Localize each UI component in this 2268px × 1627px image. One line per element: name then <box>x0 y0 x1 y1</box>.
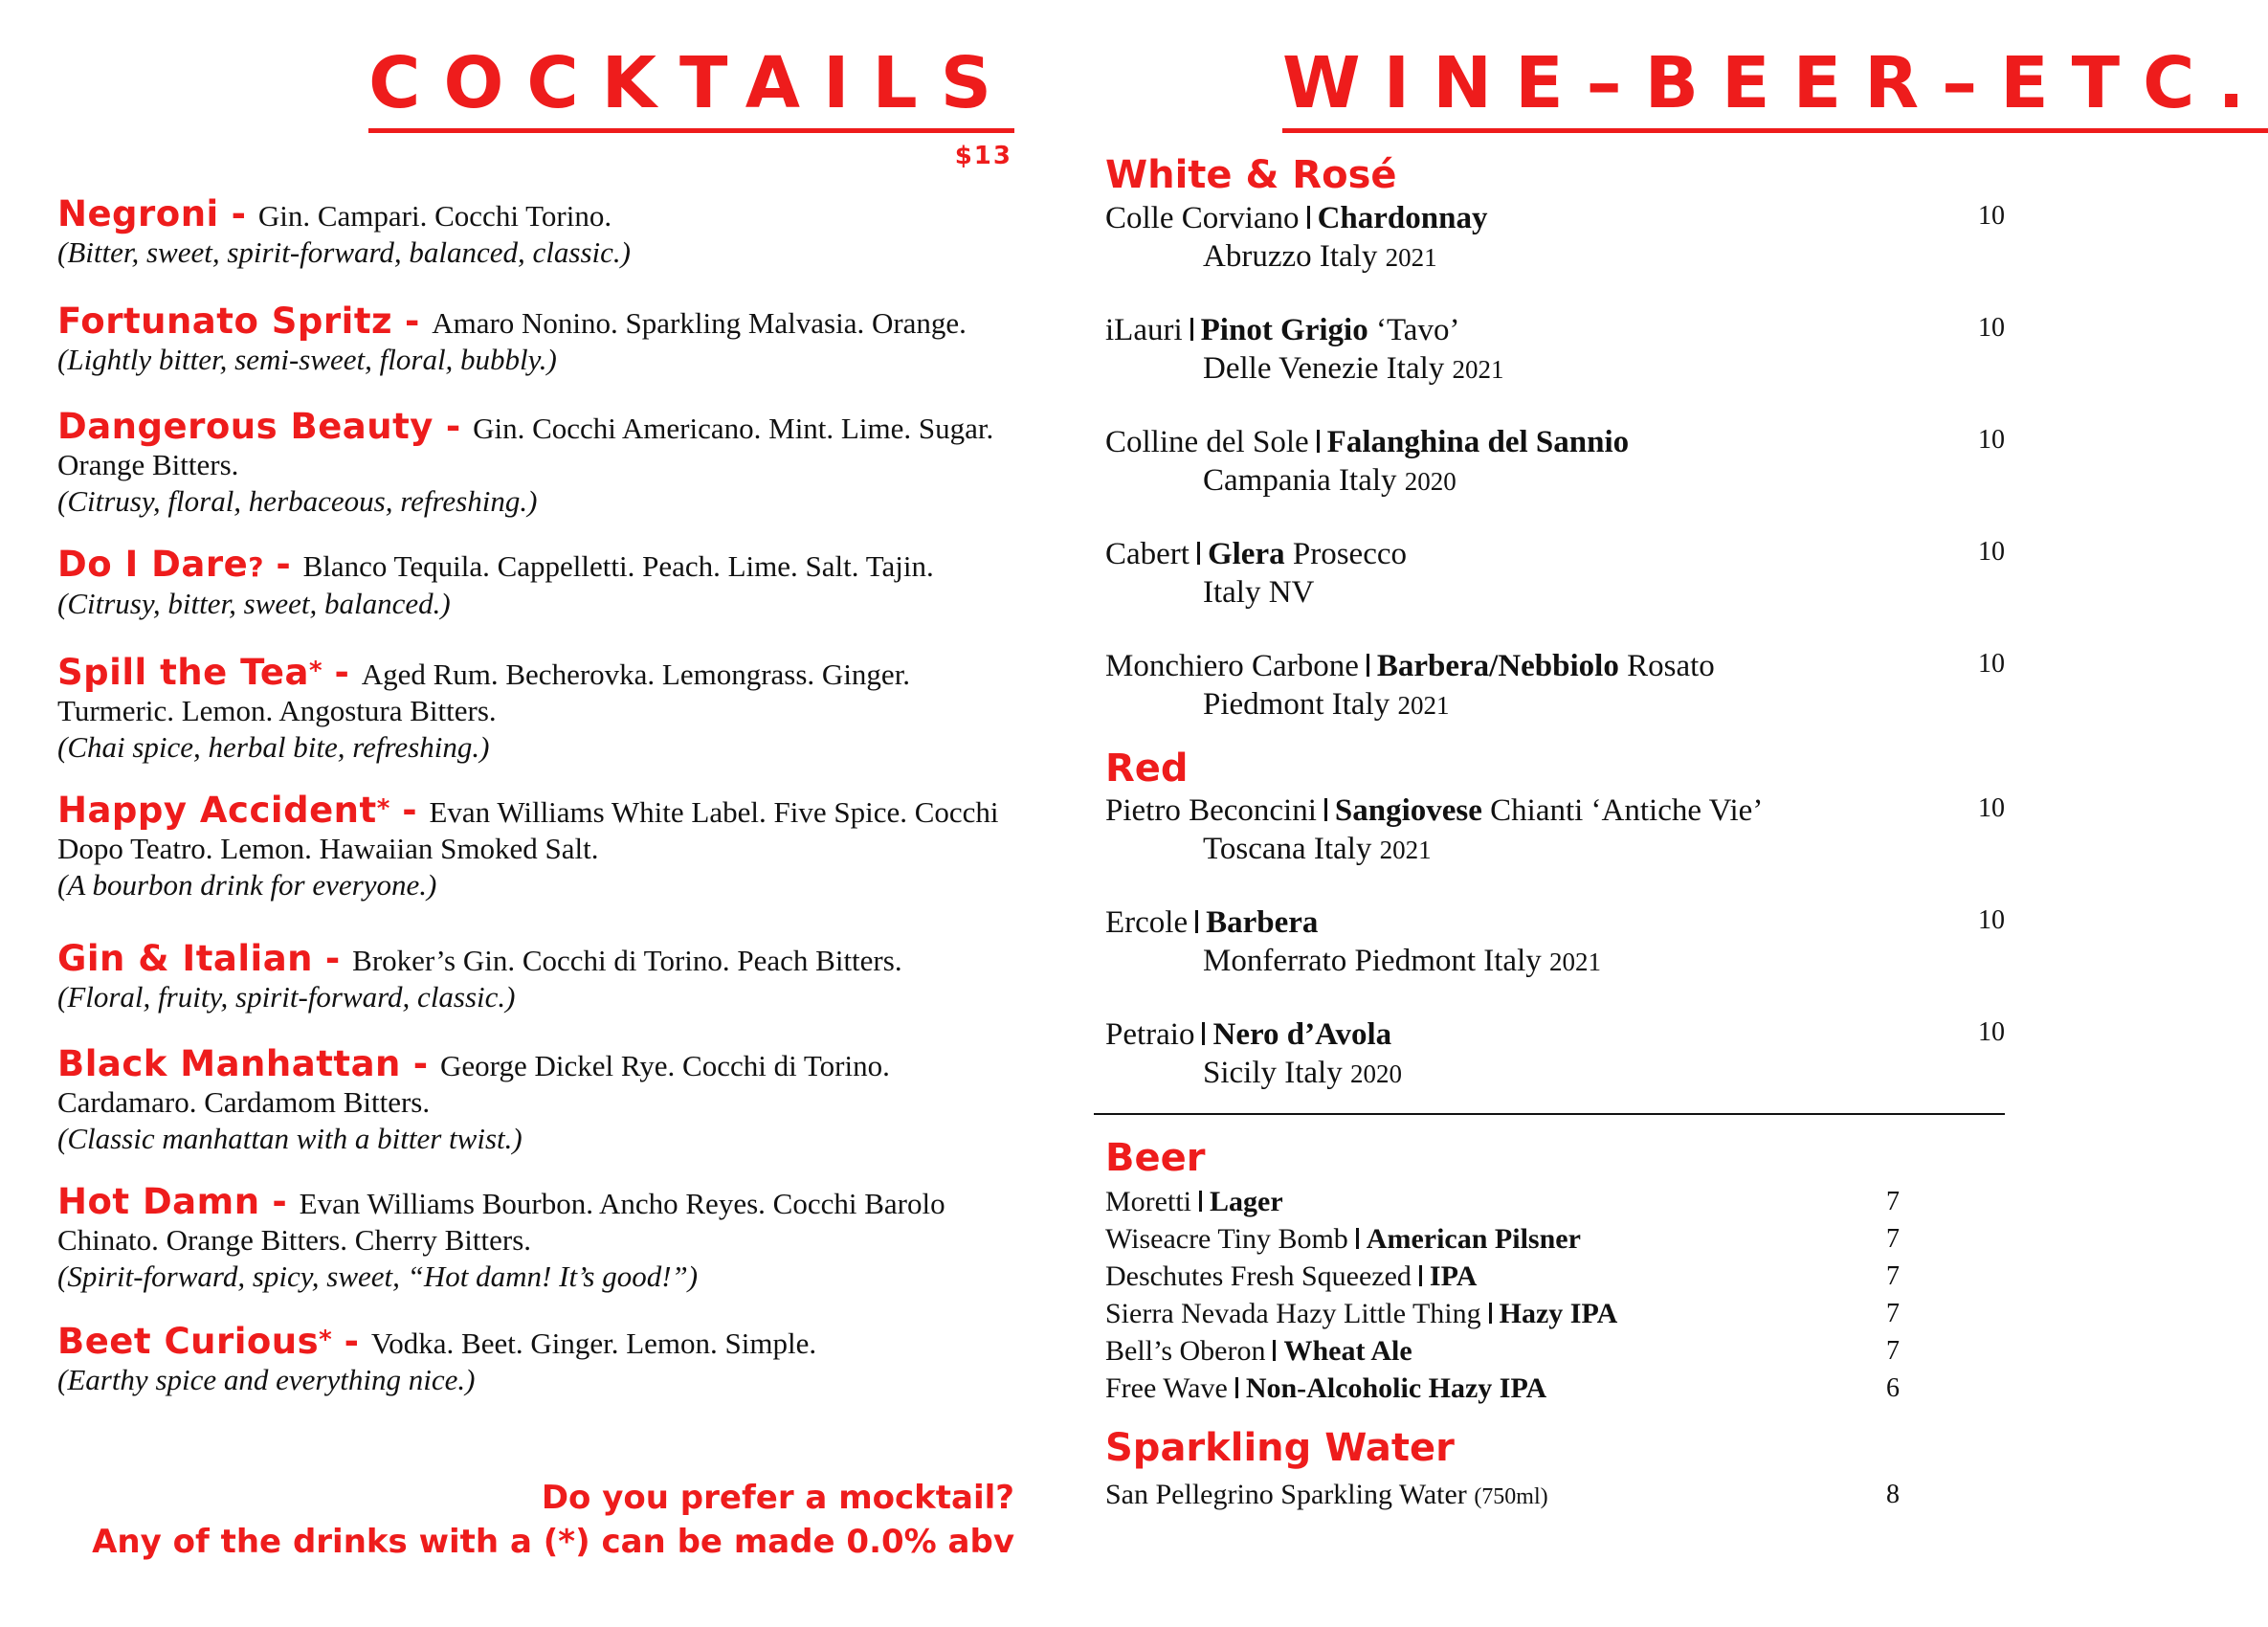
cocktail-name: Happy Accident <box>57 790 377 831</box>
red-heading: Red <box>1105 747 1189 791</box>
beer-price: 7 <box>1886 1336 1900 1366</box>
wine-grape: Chardonnay <box>1317 201 1488 235</box>
beer-style: Wheat Ale <box>1283 1335 1412 1367</box>
beer-style: Lager <box>1210 1186 1283 1217</box>
wine-region: Campania Italy <box>1203 463 1397 498</box>
wine-region: Toscana Italy <box>1203 832 1372 866</box>
separator <box>1317 430 1320 453</box>
beer-producer: Bell’s Oberon <box>1105 1335 1266 1367</box>
cocktail-item <box>57 406 1024 520</box>
mocktail-note <box>92 1476 1014 1564</box>
water-price: 8 <box>1886 1480 1900 1509</box>
wine-year: 2021 <box>1385 243 1437 272</box>
separator <box>1324 798 1327 821</box>
cocktail-item <box>57 303 1024 378</box>
cocktail-marker: * <box>319 1326 332 1354</box>
cocktail-notes: (Chai spice, herbal bite, refreshing.) <box>57 730 490 764</box>
cocktail-dash: - <box>218 193 258 234</box>
wine-region: Delle Venezie Italy <box>1203 351 1445 386</box>
separator <box>1419 1265 1422 1286</box>
mocktail-question: Do you prefer a mocktail? <box>541 1479 1014 1517</box>
cocktail-notes: (A bourbon drink for everyone.) <box>57 868 437 902</box>
wine-region: Abruzzo Italy <box>1203 239 1378 274</box>
cocktail-dash: - <box>392 301 433 342</box>
beer-item <box>1105 1258 1900 1296</box>
cocktail-notes: (Citrusy, floral, herbaceous, refreshing.) <box>57 484 538 518</box>
wine-item <box>1105 535 2005 613</box>
wine-price: 10 <box>1978 905 2005 935</box>
wine-item <box>1105 903 2005 981</box>
water-name: San Pellegrino Sparkling Water <box>1105 1479 1467 1510</box>
separator <box>1190 318 1193 341</box>
cocktail-notes: (Lightly bitter, semi-sweet, floral, bubbly.) <box>57 343 557 376</box>
wine-price: 10 <box>1978 793 2005 823</box>
wine-item <box>1105 199 2005 277</box>
separator <box>1197 542 1200 565</box>
cocktail-ingredients: Aged Rum. Becherovka. Lemongrass. Ginger. Turmeric. Lemon. Angostura Bitters. <box>57 657 911 727</box>
cocktail-dash: - <box>331 1321 371 1362</box>
wine-price: 10 <box>1978 313 2005 343</box>
beer-price: 7 <box>1886 1299 1900 1328</box>
beer-item <box>1105 1295 1900 1333</box>
wine-year: 2020 <box>1349 1059 1402 1088</box>
cocktail-notes: (Earthy spice and everything nice.) <box>57 1363 476 1396</box>
wine-price: 10 <box>1978 201 2005 231</box>
beer-heading: Beer <box>1105 1136 1206 1180</box>
cocktail-ingredients: Evan Williams White Label. Five Spice. Cocchi Dopo Teatro. Lemon. Hawaiian Smoked Salt. <box>57 795 999 865</box>
wine-producer: Petraio <box>1105 1017 1195 1052</box>
wine-producer: Cabert <box>1105 537 1190 571</box>
wine-item <box>1105 791 2005 869</box>
wine-producer: Ercole <box>1105 905 1189 940</box>
cocktail-ingredients: Gin. Cocchi Americano. Mint. Lime. Sugar. Orange Bitters. <box>57 412 994 481</box>
separator <box>1273 1340 1276 1361</box>
wine-price: 10 <box>1978 1017 2005 1047</box>
cocktails-title: COCKTAILS <box>368 48 1014 133</box>
wine-year: 2020 <box>1404 467 1456 496</box>
wine-year: 2021 <box>1397 691 1450 720</box>
cocktail-ingredients: Amaro Nonino. Sparkling Malvasia. Orange. <box>432 306 967 340</box>
beer-price: 7 <box>1886 1224 1900 1254</box>
cocktail-ingredients: Evan Williams Bourbon. Ancho Reyes. Cocchi Barolo Chinato. Orange Bitters. Cherry Bitters. <box>57 1187 945 1257</box>
cocktail-name: Beet Curious <box>57 1321 320 1362</box>
beer-style: Non-Alcoholic Hazy IPA <box>1245 1372 1547 1404</box>
separator <box>1367 654 1369 677</box>
section-divider <box>1094 1113 2005 1115</box>
wine-grape: Pinot Grigio <box>1200 313 1368 347</box>
beer-style: IPA <box>1429 1260 1478 1292</box>
wine-price: 10 <box>1978 537 2005 567</box>
cocktail-name: Fortunato Spritz <box>57 301 393 342</box>
cocktail-name: Do I Dare <box>57 544 249 585</box>
beer-producer: Wiseacre Tiny Bomb <box>1105 1223 1348 1255</box>
cocktail-item <box>57 938 1024 1015</box>
cocktail-notes: (Bitter, sweet, spirit-forward, balanced, classic.) <box>57 235 631 269</box>
wine-grape: Glera <box>1207 537 1285 571</box>
wine-year: 2021 <box>1452 355 1504 384</box>
wine-grape: Barbera/Nebbiolo <box>1376 649 1619 683</box>
water-item <box>1105 1476 1900 1516</box>
separator <box>1235 1377 1238 1398</box>
separator <box>1195 910 1198 933</box>
cocktail-name: Dangerous Beauty <box>57 406 434 447</box>
beer-producer: Free Wave <box>1105 1372 1228 1404</box>
wine-grape: Sangiovese <box>1334 793 1482 828</box>
wine-item <box>1105 311 2005 389</box>
wine-item <box>1105 1015 2005 1093</box>
cocktail-name: Negroni <box>57 193 219 234</box>
wine-grape: Falanghina del Sannio <box>1326 425 1630 459</box>
cocktail-name: Black Manhattan <box>57 1043 401 1084</box>
beer-item <box>1105 1220 1900 1259</box>
beer-style: American Pilsner <box>1366 1223 1581 1255</box>
wine-region: Monferrato Piedmont Italy <box>1203 944 1542 978</box>
wine-extra: Rosato <box>1627 649 1715 683</box>
wine-region: Sicily Italy <box>1203 1056 1343 1090</box>
wine-year: 2021 <box>1379 836 1432 864</box>
water-size: (750ml) <box>1474 1484 1548 1509</box>
cocktail-notes: (Floral, fruity, spirit-forward, classic.) <box>57 980 516 1014</box>
cocktail-dash: - <box>263 544 303 585</box>
beer-style: Hazy IPA <box>1499 1298 1618 1329</box>
beer-item <box>1105 1332 1900 1371</box>
separator <box>1356 1228 1359 1249</box>
beer-price: 7 <box>1886 1261 1900 1291</box>
wine-extra: ‘Tavo’ <box>1375 313 1460 347</box>
beer-price: 7 <box>1886 1187 1900 1216</box>
wine-producer: iLauri <box>1105 313 1183 347</box>
cocktail-item <box>57 546 1024 622</box>
sparkling-water-heading: Sparkling Water <box>1105 1426 1455 1470</box>
beer-producer: Moretti <box>1105 1186 1191 1217</box>
cocktail-ingredients: Blanco Tequila. Cappelletti. Peach. Lime. Salt. Tajin. <box>302 549 934 583</box>
wine-beer-title: WINE–BEER–ETC. <box>1282 48 2268 133</box>
cocktail-ingredients: Broker’s Gin. Cocchi di Torino. Peach Bitters. <box>352 944 902 977</box>
wine-item <box>1105 647 2005 724</box>
cocktail-dash: - <box>259 1181 300 1222</box>
cocktail-price: $13 <box>954 142 1012 170</box>
cocktail-dash: - <box>400 1043 441 1084</box>
cocktail-marker: ? <box>248 551 264 583</box>
wine-grape: Nero d’Avola <box>1212 1017 1392 1052</box>
separator <box>1202 1022 1205 1045</box>
beer-item <box>1105 1370 1900 1408</box>
mocktail-abv-note: Any of the drinks with a (*) can be made 0.0% abv <box>92 1523 1014 1561</box>
cocktail-ingredients: Gin. Campari. Cocchi Torino. <box>257 199 612 233</box>
cocktail-dash: - <box>389 790 430 831</box>
wine-producer: Monchiero Carbone <box>1105 649 1359 683</box>
cocktail-dash: - <box>433 406 474 447</box>
cocktail-notes: (Spirit-forward, spicy, sweet, “Hot damn! It’s good!”) <box>57 1259 699 1293</box>
cocktail-item <box>57 653 1024 766</box>
wine-region: Piedmont Italy <box>1203 687 1390 722</box>
wine-item <box>1105 423 2005 501</box>
beer-price: 6 <box>1886 1373 1900 1403</box>
wine-price: 10 <box>1978 425 2005 455</box>
wine-price: 10 <box>1978 649 2005 679</box>
wine-producer: Colle Corviano <box>1105 201 1300 235</box>
cocktail-name: Hot Damn <box>57 1181 260 1222</box>
beer-item <box>1105 1183 1900 1221</box>
cocktail-ingredients: Vodka. Beet. Ginger. Lemon. Simple. <box>370 1326 817 1360</box>
wine-grape: Barbera <box>1206 905 1319 940</box>
beer-producer: Sierra Nevada Hazy Little Thing <box>1105 1298 1481 1329</box>
cocktail-name: Spill the Tea <box>57 652 309 693</box>
wine-region: Italy NV <box>1203 575 1315 610</box>
white-rose-heading: White & Rosé <box>1105 153 1397 197</box>
separator <box>1307 206 1310 229</box>
cocktail-item <box>57 1043 1024 1157</box>
cocktail-marker: * <box>376 794 390 823</box>
cocktail-marker: * <box>308 657 322 685</box>
wine-extra: Chianti ‘Antiche Vie’ <box>1490 793 1764 828</box>
cocktail-notes: (Citrusy, bitter, sweet, balanced.) <box>57 587 451 620</box>
beer-producer: Deschutes Fresh Squeezed <box>1105 1260 1412 1292</box>
cocktail-item <box>57 1322 1024 1398</box>
cocktail-name: Gin & Italian <box>57 938 314 979</box>
wine-extra: Prosecco <box>1292 537 1407 571</box>
cocktail-notes: (Classic manhattan with a bitter twist.) <box>57 1122 523 1155</box>
wine-producer: Colline del Sole <box>1105 425 1309 459</box>
cocktail-item <box>57 1181 1024 1295</box>
cocktail-item <box>57 791 1024 903</box>
separator <box>1199 1191 1202 1212</box>
separator <box>1489 1303 1492 1324</box>
cocktail-ingredients: George Dickel Rye. Cocchi di Torino. Cardamaro. Cardamom Bitters. <box>57 1049 890 1119</box>
cocktail-dash: - <box>313 938 353 979</box>
wine-year: 2021 <box>1549 947 1602 976</box>
cocktail-item <box>57 193 1024 271</box>
cocktail-dash: - <box>322 652 362 693</box>
wine-producer: Pietro Beconcini <box>1105 793 1317 828</box>
